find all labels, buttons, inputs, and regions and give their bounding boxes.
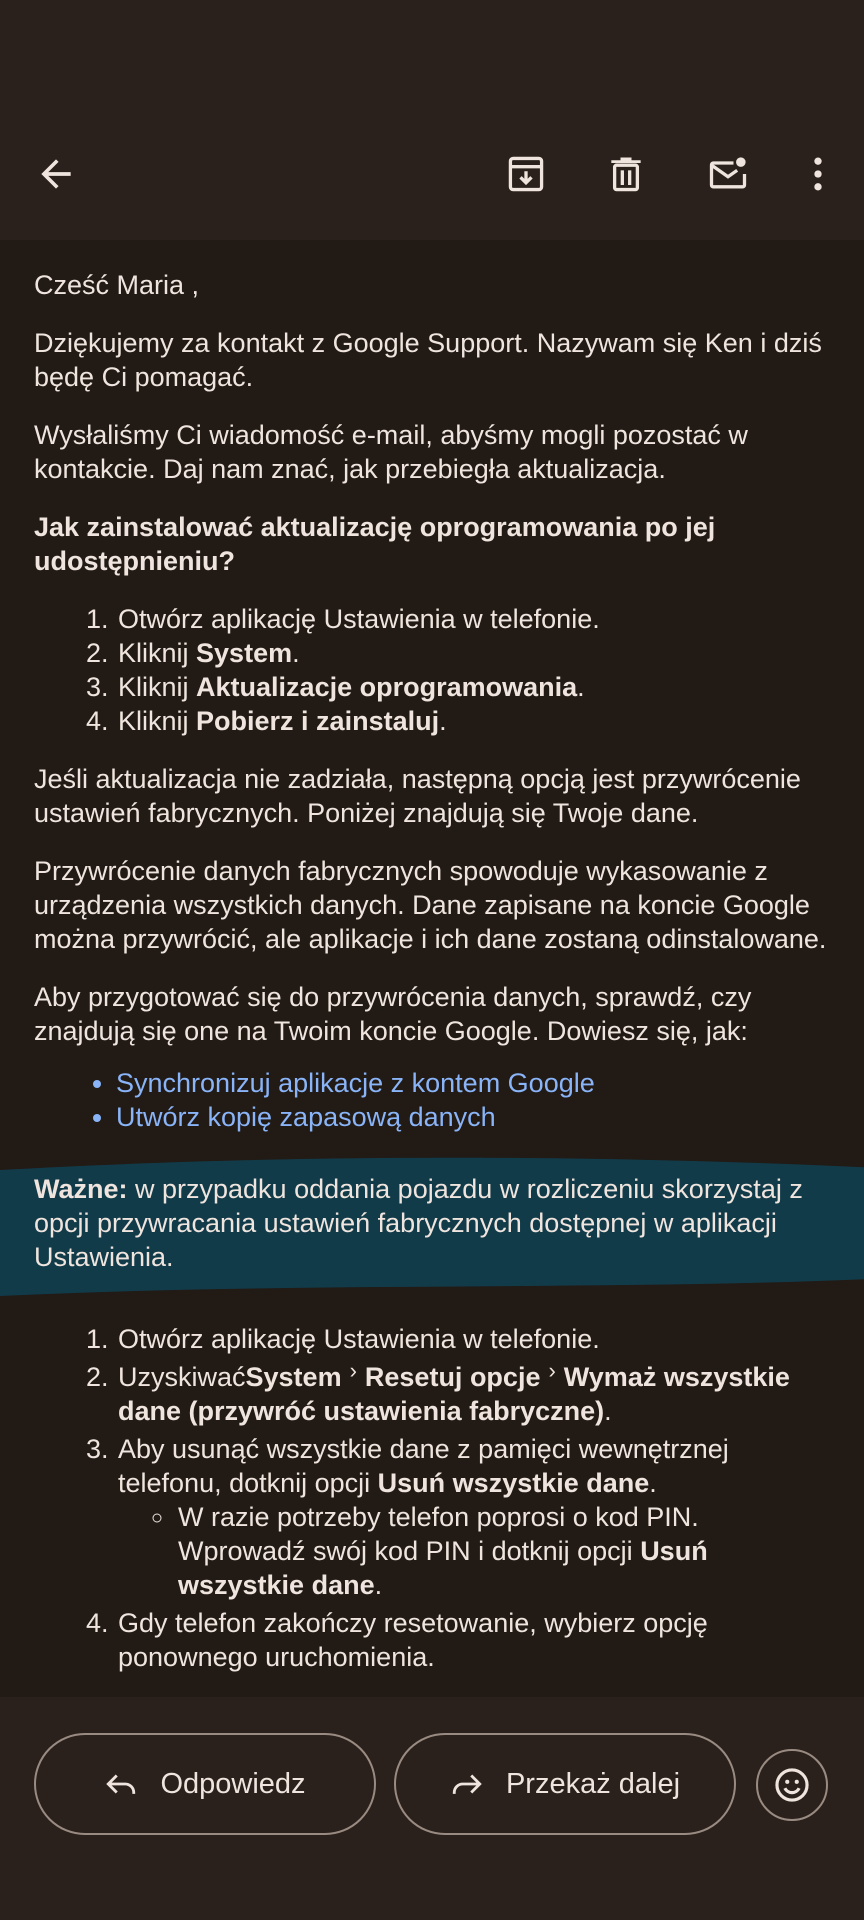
reset-steps-list — [116, 1322, 830, 1674]
list-item: 1. Otwórz aplikację Ustawienia w telefonie. — [116, 602, 830, 636]
emoji-reaction-icon — [773, 1766, 811, 1804]
back-button[interactable] — [24, 142, 88, 206]
status-bar — [0, 0, 864, 110]
top-toolbar — [0, 110, 864, 240]
delete-button[interactable] — [594, 142, 658, 206]
greeting: Cześć Maria , — [34, 270, 200, 300]
reset-warning-paragraph: Przywrócenie danych fabrycznych spowoduje wykasowanie z urządzenia wszystkich danych. Dane zapisane na koncie Google można przywrócić, ale aplikacje i ich dane zostaną odinstalowane. — [34, 856, 827, 954]
forward-label: Przekaż dalej — [505, 1767, 681, 1800]
arrow-back-icon — [34, 152, 78, 196]
pin-sublist — [176, 1500, 830, 1602]
more-vert-icon — [796, 152, 840, 196]
list-item: 2. UzyskiwaćSystem › Resetuj opcje › Wymaż wszystkie dane (przywróć ustawienia fabryczne). — [116, 1360, 830, 1428]
list-item: 1. Otwórz aplikację Ustawienia w telefonie. — [116, 1322, 830, 1356]
list-item: ◦ W razie potrzeby telefon poprosi o kod PIN. Wprowadź swój kod PIN i dotknij opcji Usuń wszystkie dane. — [176, 1500, 830, 1602]
email-body[interactable] — [0, 240, 864, 1697]
backup-data-link[interactable]: • Utwórz kopię zapasową danych — [116, 1100, 830, 1134]
more-options-button[interactable] — [786, 142, 850, 206]
bottom-action-bar — [0, 1697, 864, 1920]
list-item: 3. Kliknij Aktualizacje oprogramowania. — [116, 670, 830, 704]
intro-paragraph: Dziękujemy za kontakt z Google Support. Nazywam się Ken i dziś będę Ci pomagać. — [34, 328, 822, 392]
mark-unread-button[interactable] — [696, 142, 760, 206]
archive-button[interactable] — [494, 142, 558, 206]
chevron-right-icon: › — [548, 1358, 556, 1383]
reply-button[interactable] — [34, 1733, 376, 1835]
list-item: 3. Aby usunąć wszystkie dane z pamięci wewnętrznej telefonu, dotknij opcji Usuń wszystkie dane. ◦ W razie potrzeby telefon poprosi o kod PIN. Wprowadź swój kod PIN i dotknij opcji Usuń wszystkie dane. — [116, 1432, 830, 1602]
forward-icon — [450, 1767, 484, 1801]
reply-icon — [104, 1767, 138, 1801]
sync-apps-link[interactable]: • Synchronizuj aplikacje z kontem Google — [116, 1066, 830, 1100]
help-links-list — [116, 1066, 830, 1134]
chevron-right-icon: › — [349, 1358, 357, 1383]
mail-unread-icon — [706, 152, 750, 196]
forward-button[interactable] — [394, 1733, 736, 1835]
sent-info-paragraph: Wysłaliśmy Ci wiadomość e-mail, abyśmy mogli pozostać w kontakcie. Daj nam znać, jak przebiegła aktualizacja. — [34, 420, 748, 484]
emoji-reaction-button[interactable] — [756, 1749, 828, 1821]
list-item: 4. Kliknij Pobierz i zainstaluj. — [116, 704, 830, 738]
reply-label: Odpowiedz — [160, 1767, 306, 1800]
list-item: 4. Gdy telefon zakończy resetowanie, wybierz opcję ponownego uruchomienia. — [116, 1606, 830, 1674]
important-text: w przypadku oddania pojazdu w rozliczeniu skorzystaj z opcji przywracania ustawień fabrycznych dostępnej w aplikacji Ustawienia. — [34, 1174, 803, 1272]
howto-heading: Jak zainstalować aktualizację oprogramowania po jej udostępnieniu? — [34, 512, 716, 576]
prepare-paragraph: Aby przygotować się do przywrócenia danych, sprawdź, czy znajdują się one na Twoim koncie Google. Dowiesz się, jak: — [34, 982, 752, 1046]
archive-icon — [504, 152, 548, 196]
update-steps-list — [116, 602, 830, 738]
list-item: 2. Kliknij System. — [116, 636, 830, 670]
important-label: Ważne: — [34, 1174, 128, 1204]
reset-intro-paragraph: Jeśli aktualizacja nie zadziała, następną opcją jest przywrócenie ustawień fabrycznych. Poniżej znajdują się Twoje dane. — [34, 764, 801, 828]
trash-icon — [604, 152, 648, 196]
important-note — [0, 1156, 864, 1296]
